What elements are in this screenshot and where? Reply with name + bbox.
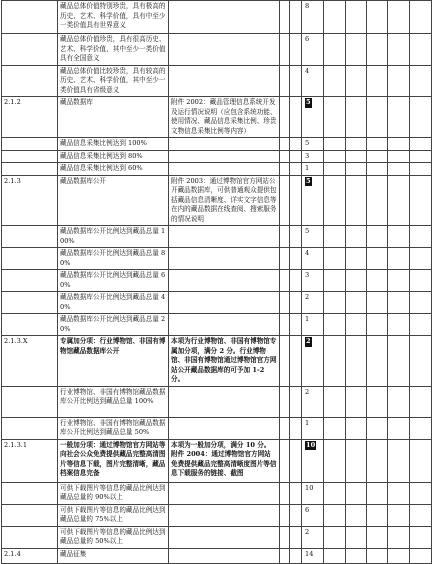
score-cell: 3 <box>302 270 324 292</box>
score-cell <box>302 175 324 226</box>
blank-cell <box>388 226 410 248</box>
note-cell <box>169 548 280 563</box>
item-cell: 可供下载图片等信息的藏品比例达到藏品总量的 50%以上 <box>58 526 169 548</box>
blank-cell <box>367 150 388 163</box>
blank-cell <box>410 226 432 248</box>
blank-cell <box>346 336 367 387</box>
blank-cell <box>280 150 290 163</box>
item-cell: 藏品数据库公开比例达到藏品总量 100% <box>58 226 169 248</box>
blank-cell <box>346 482 367 504</box>
note-cell <box>169 248 280 270</box>
blank-cell <box>324 314 346 336</box>
blank-cell <box>410 138 432 151</box>
blank-cell <box>388 504 410 526</box>
blank-cell <box>280 226 290 248</box>
blank-cell <box>280 97 290 138</box>
blank-cell <box>290 1 302 34</box>
note-cell <box>169 138 280 151</box>
code-cell <box>2 417 58 439</box>
table-row <box>2 150 432 163</box>
blank-cell <box>410 270 432 292</box>
item-cell: 藏品总体价值特别珍贵，具有极高的历史、艺术、科学价值，具有中至少一类价值具有世界意义 <box>58 1 169 34</box>
table-row <box>2 270 432 292</box>
blank-cell <box>410 439 432 482</box>
table-row <box>2 314 432 336</box>
blank-cell <box>367 248 388 270</box>
blank-cell <box>367 226 388 248</box>
score-cell: 2 <box>302 526 324 548</box>
blank-cell <box>324 292 346 314</box>
score-cell: 6 <box>302 504 324 526</box>
blank-cell <box>388 150 410 163</box>
blank-cell <box>367 504 388 526</box>
blank-cell <box>290 270 302 292</box>
item-cell: 专属加分项：行业博物馆、非国有博物馆藏品数据库公开 <box>58 336 169 387</box>
blank-cell <box>324 336 346 387</box>
note-cell: 附件 2002：藏品管理信息系统开发及运行情况说明（应包含系统功能、使用情况、藏品信息采集比例、珍贵文物信息采集比例等内容） <box>169 97 280 138</box>
score-cell: 8 <box>302 1 324 34</box>
blank-cell <box>346 163 367 176</box>
table-row <box>2 548 432 563</box>
note-cell <box>169 417 280 439</box>
note-cell <box>169 150 280 163</box>
code-cell <box>2 482 58 504</box>
blank-cell <box>280 292 290 314</box>
code-cell <box>2 226 58 248</box>
note-cell <box>169 314 280 336</box>
blank-cell <box>410 163 432 176</box>
blank-cell <box>346 97 367 138</box>
score-cell: 1 <box>302 163 324 176</box>
blank-cell <box>388 138 410 151</box>
blank-cell <box>410 248 432 270</box>
code-cell <box>2 504 58 526</box>
blank-cell <box>410 386 432 417</box>
blank-cell <box>367 1 388 34</box>
item-cell: 藏品数据库公开比例达到藏品总量 20% <box>58 314 169 336</box>
note-cell <box>169 65 280 97</box>
blank-cell <box>388 417 410 439</box>
item-cell: 藏品总体价值珍贵，具有很高历史、艺术、科学价值，其中至少一类价值具有全国意义 <box>58 34 169 66</box>
blank-cell <box>280 34 290 66</box>
item-cell: 藏品征集 <box>58 548 169 563</box>
note-cell: 本项为行业博物馆、非国有博物馆专属加分项，满分 2 分。行业博物馆、非国有博物馆通过博物馆官方网站公开藏品数据库的可予加 1-2 分。 <box>169 336 280 387</box>
score-cell: 6 <box>302 34 324 66</box>
blank-cell <box>346 548 367 563</box>
blank-cell <box>280 504 290 526</box>
item-cell: 藏品信息采集比例达到 80% <box>58 150 169 163</box>
code-cell <box>2 1 58 34</box>
blank-cell <box>290 439 302 482</box>
item-cell: 藏品信息采集比例达到 60% <box>58 163 169 176</box>
blank-cell <box>346 504 367 526</box>
blank-cell <box>410 417 432 439</box>
blank-cell <box>346 417 367 439</box>
blank-cell <box>324 150 346 163</box>
code-cell <box>2 138 58 151</box>
blank-cell <box>324 65 346 97</box>
blank-cell <box>388 314 410 336</box>
blank-cell <box>290 34 302 66</box>
blank-cell <box>388 270 410 292</box>
blank-cell <box>367 270 388 292</box>
blank-cell <box>324 482 346 504</box>
score-badge: 10 <box>306 440 316 449</box>
blank-cell <box>410 548 432 563</box>
blank-cell <box>388 34 410 66</box>
blank-cell <box>290 175 302 226</box>
code-cell <box>2 248 58 270</box>
item-cell: 藏品数据库公开比例达到藏品总量 60% <box>58 270 169 292</box>
note-cell <box>169 482 280 504</box>
blank-cell <box>346 248 367 270</box>
blank-cell <box>367 292 388 314</box>
code-cell: 2.1.3.X <box>2 336 58 387</box>
code-cell <box>2 163 58 176</box>
blank-cell <box>290 138 302 151</box>
blank-cell <box>324 548 346 563</box>
item-cell: 行业博物馆、非国有博物馆藏品数据库公开比例达到藏品总量 50% <box>58 417 169 439</box>
code-cell <box>2 65 58 97</box>
blank-cell <box>388 65 410 97</box>
note-cell <box>169 226 280 248</box>
score-cell: 2 <box>302 292 324 314</box>
blank-cell <box>410 1 432 34</box>
blank-cell <box>290 336 302 387</box>
blank-cell <box>367 386 388 417</box>
code-cell <box>2 314 58 336</box>
score-cell <box>302 439 324 482</box>
blank-cell <box>290 226 302 248</box>
scoring-table <box>1 0 432 564</box>
blank-cell <box>324 34 346 66</box>
code-cell <box>2 34 58 66</box>
score-cell <box>302 97 324 138</box>
blank-cell <box>290 65 302 97</box>
table-row <box>2 163 432 176</box>
blank-cell <box>346 292 367 314</box>
blank-cell <box>367 314 388 336</box>
blank-cell <box>280 336 290 387</box>
blank-cell <box>367 34 388 66</box>
item-cell: 行业博物馆、非国有博物馆藏品数据库公开比例达到藏品总量 100% <box>58 386 169 417</box>
score-badge: 5 <box>306 176 311 185</box>
blank-cell <box>388 1 410 34</box>
code-cell: 2.1.3.1 <box>2 439 58 482</box>
code-cell <box>2 150 58 163</box>
item-cell: 可供下载图片等信息的藏品比例达到藏品总量的 90%以上 <box>58 482 169 504</box>
blank-cell <box>367 439 388 482</box>
blank-cell <box>388 175 410 226</box>
score-cell: 4 <box>302 248 324 270</box>
blank-cell <box>410 292 432 314</box>
note-cell <box>169 163 280 176</box>
table-row <box>2 439 432 482</box>
blank-cell <box>388 439 410 482</box>
item-cell: 藏品数据库公开 <box>58 175 169 226</box>
code-cell <box>2 386 58 417</box>
blank-cell <box>410 482 432 504</box>
blank-cell <box>324 1 346 34</box>
score-cell: 1 <box>302 417 324 439</box>
table-row <box>2 1 432 34</box>
item-cell: 藏品总体价值比较珍贵，具有较高的历史、艺术、科学价值，其中至少一类价值具有省级意义 <box>58 65 169 97</box>
blank-cell <box>388 386 410 417</box>
blank-cell <box>346 1 367 34</box>
table-row <box>2 97 432 138</box>
blank-cell <box>324 163 346 176</box>
note-cell <box>169 504 280 526</box>
item-cell: 藏品数据库 <box>58 97 169 138</box>
blank-cell <box>324 439 346 482</box>
blank-cell <box>324 226 346 248</box>
blank-cell <box>280 386 290 417</box>
score-cell: 2 <box>302 386 324 417</box>
blank-cell <box>346 226 367 248</box>
score-badge: 2 <box>306 337 311 345</box>
table-row <box>2 34 432 66</box>
blank-cell <box>346 386 367 417</box>
blank-cell <box>367 548 388 563</box>
blank-cell <box>346 34 367 66</box>
note-cell <box>169 34 280 66</box>
blank-cell <box>388 548 410 563</box>
blank-cell <box>324 417 346 439</box>
code-cell <box>2 292 58 314</box>
score-cell: 14 <box>302 548 324 563</box>
item-cell: 可供下载图片等信息的藏品比例达到藏品总量的 75%以上 <box>58 504 169 526</box>
score-cell <box>302 336 324 387</box>
code-cell <box>2 270 58 292</box>
score-badge: 5 <box>306 98 311 106</box>
blank-cell <box>367 175 388 226</box>
blank-cell <box>280 548 290 563</box>
blank-cell <box>324 138 346 151</box>
blank-cell <box>280 138 290 151</box>
item-cell: 藏品数据库公开比例达到藏品总量 40% <box>58 292 169 314</box>
blank-cell <box>346 150 367 163</box>
blank-cell <box>280 163 290 176</box>
blank-cell <box>324 386 346 417</box>
note-cell: 附件 2003：通过博物馆官方网站公开藏品数据库，可供普通观众提供包括藏品信息清晰度、详实文字信息等在内的藏品数据在线查阅、搜索服务的情况说明 <box>169 175 280 226</box>
note-cell <box>169 270 280 292</box>
score-cell: 5 <box>302 138 324 151</box>
blank-cell <box>410 314 432 336</box>
blank-cell <box>388 248 410 270</box>
blank-cell <box>367 65 388 97</box>
blank-cell <box>290 292 302 314</box>
blank-cell <box>346 175 367 226</box>
blank-cell <box>367 138 388 151</box>
score-cell: 3 <box>302 150 324 163</box>
blank-cell <box>410 65 432 97</box>
blank-cell <box>388 163 410 176</box>
blank-cell <box>280 65 290 97</box>
item-cell: 藏品数据库公开比例达到藏品总量 80% <box>58 248 169 270</box>
blank-cell <box>410 504 432 526</box>
table-row <box>2 386 432 417</box>
blank-cell <box>388 336 410 387</box>
blank-cell <box>324 248 346 270</box>
score-cell: 5 <box>302 226 324 248</box>
blank-cell <box>410 175 432 226</box>
blank-cell <box>290 163 302 176</box>
blank-cell <box>324 97 346 138</box>
table-row <box>2 65 432 97</box>
blank-cell <box>367 163 388 176</box>
score-cell: 10 <box>302 482 324 504</box>
blank-cell <box>280 417 290 439</box>
table-row <box>2 248 432 270</box>
blank-cell <box>280 248 290 270</box>
table-row <box>2 292 432 314</box>
blank-cell <box>324 270 346 292</box>
code-cell: 2.1.3 <box>2 175 58 226</box>
note-cell: 本项为一般加分项，满分 10 分。附件 2004：通过博物馆官方网站免费提供藏品完整高清晰度图片等信息下载服务的链接、截图 <box>169 439 280 482</box>
blank-cell <box>290 248 302 270</box>
blank-cell <box>367 336 388 387</box>
table-row <box>2 336 432 387</box>
blank-cell <box>346 439 367 482</box>
blank-cell <box>290 386 302 417</box>
note-cell <box>169 1 280 34</box>
table-row <box>2 417 432 439</box>
table-row <box>2 482 432 504</box>
blank-cell <box>290 482 302 504</box>
table-row <box>2 138 432 151</box>
blank-cell <box>346 270 367 292</box>
blank-cell <box>346 138 367 151</box>
blank-cell <box>280 314 290 336</box>
blank-cell <box>410 150 432 163</box>
blank-cell <box>290 97 302 138</box>
score-cell: 4 <box>302 65 324 97</box>
blank-cell <box>367 417 388 439</box>
blank-cell <box>410 336 432 387</box>
table-row <box>2 504 432 526</box>
table-row <box>2 175 432 226</box>
score-cell: 1 <box>302 314 324 336</box>
table-row <box>2 226 432 248</box>
blank-cell <box>280 439 290 482</box>
item-cell: 一般加分项：通过博物馆官方网站等向社会公众免费提供藏品完整高清图片等信息下载，图片完整清晰，藏品档案信息完备 <box>58 439 169 482</box>
blank-cell <box>410 34 432 66</box>
blank-cell <box>290 417 302 439</box>
blank-cell <box>290 504 302 526</box>
blank-cell <box>290 150 302 163</box>
blank-cell <box>346 314 367 336</box>
blank-cell <box>290 548 302 563</box>
blank-cell <box>324 504 346 526</box>
blank-cell <box>324 175 346 226</box>
item-cell: 藏品信息采集比例达到 100% <box>58 138 169 151</box>
blank-cell <box>280 270 290 292</box>
blank-cell <box>346 65 367 97</box>
blank-cell <box>280 482 290 504</box>
blank-cell <box>367 97 388 138</box>
blank-cell <box>388 292 410 314</box>
blank-cell <box>410 97 432 138</box>
blank-cell <box>280 1 290 34</box>
blank-cell <box>388 97 410 138</box>
blank-cell <box>367 482 388 504</box>
blank-cell <box>290 314 302 336</box>
blank-cell <box>388 482 410 504</box>
note-cell <box>169 292 280 314</box>
code-cell: 2.1.4 <box>2 548 58 563</box>
code-cell: 2.1.2 <box>2 97 58 138</box>
blank-cell <box>280 175 290 226</box>
note-cell <box>169 386 280 417</box>
